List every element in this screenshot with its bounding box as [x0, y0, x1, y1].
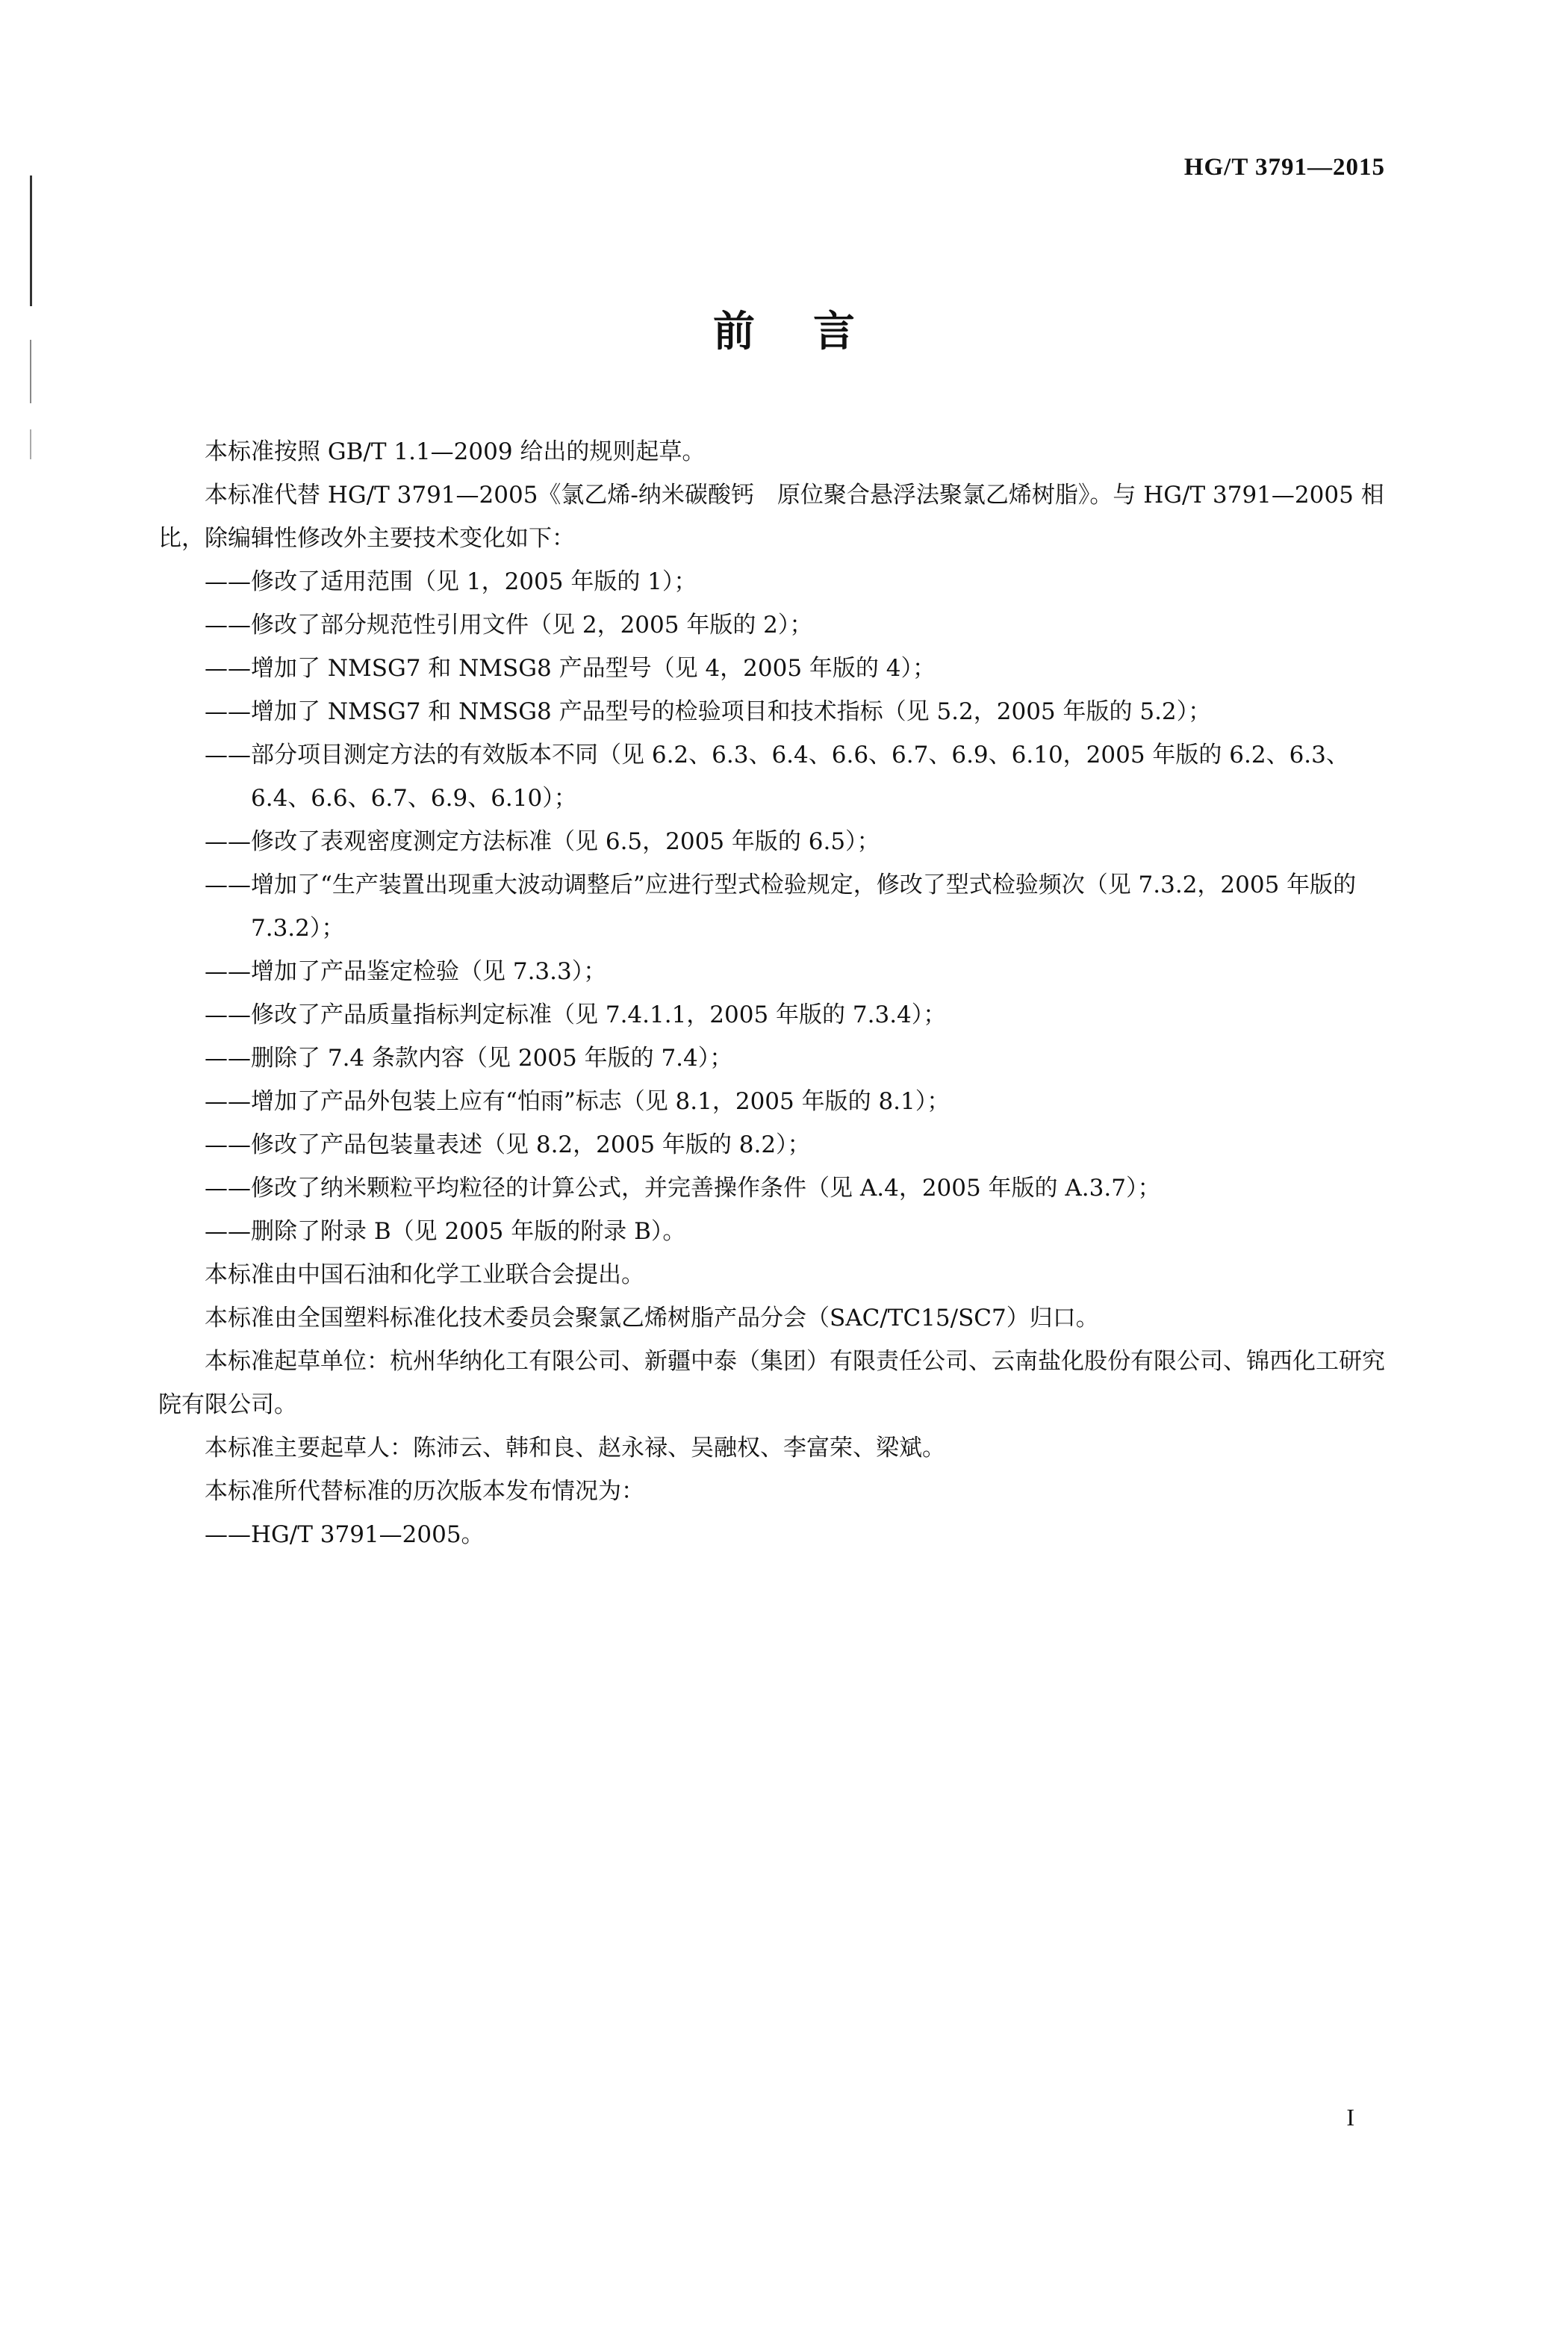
- standard-code: HG/T 3791—2015: [1183, 154, 1385, 181]
- paragraph-replacement: 本标准代替 HG/T 3791—2005《氯乙烯-纳米碳酸钙 原位聚合悬浮法聚氯乙烯树脂》。与 HG/T 3791—2005 相比，除编辑性修改外主要技术变化如下：: [158, 482, 1384, 552]
- change-item: ——修改了产品质量指标判定标准（见 7.4.1.1，2005 年版的 7.3.4）；: [205, 1001, 947, 1028]
- foreword-body: [158, 430, 1387, 1556]
- change-item: ——增加了 NMSG7 和 NMSG8 产品型号的检验项目和技术指标（见 5.2，2005 年版的 5.2）；: [205, 698, 1212, 725]
- change-item: ——修改了表观密度测定方法标准（见 6.5，2005 年版的 6.5）；: [205, 828, 880, 855]
- change-item: ——修改了纳米颗粒平均粒径的计算公式，并完善操作条件（见 A.4，2005 年版的 A.3.7）；: [205, 1175, 1161, 1202]
- history-item: ——HG/T 3791—2005。: [205, 1521, 485, 1548]
- change-item: ——修改了部分规范性引用文件（见 2，2005 年版的 2）；: [205, 612, 813, 639]
- change-item: ——增加了产品外包装上应有“怕雨”标志（见 8.1，2005 年版的 8.1）；: [205, 1088, 951, 1115]
- page-number: I: [1346, 2104, 1354, 2131]
- scan-edge-mark: [30, 429, 31, 459]
- paragraph-history-intro: 本标准所代替标准的历次版本发布情况为：: [205, 1478, 644, 1505]
- change-item: ——修改了产品包装量表述（见 8.2，2005 年版的 8.2）；: [205, 1131, 811, 1158]
- paragraph-drafting-rules: 本标准按照 GB/T 1.1—2009 给出的规则起草。: [205, 438, 706, 465]
- paragraph-drafting-units: 本标准起草单位：杭州华纳化工有限公司、新疆中泰（集团）有限责任公司、云南盐化股份有限公司、锦西化工研究院有限公司。: [158, 1348, 1385, 1418]
- paragraph-proposer: 本标准由中国石油和化学工业联合会提出。: [205, 1261, 644, 1288]
- paragraph-drafters: 本标准主要起草人：陈沛云、韩和良、赵永禄、吴融权、李富荣、梁斌。: [205, 1435, 945, 1461]
- change-item: ——增加了 NMSG7 和 NMSG8 产品型号（见 4，2005 年版的 4）；: [205, 655, 936, 682]
- change-item: ——删除了附录 B（见 2005 年版的附录 B）。: [205, 1218, 686, 1245]
- change-item: ——删除了 7.4 条款内容（见 2005 年版的 7.4）；: [205, 1045, 733, 1072]
- paragraph-committee: 本标准由全国塑料标准化技术委员会聚氯乙烯树脂产品分会（SAC/TC15/SC7）归口。: [205, 1305, 1099, 1332]
- change-item: ——增加了产品鉴定检验（见 7.3.3）；: [205, 958, 607, 985]
- scan-edge-mark: [30, 175, 32, 306]
- change-item: ——修改了适用范围（见 1，2005 年版的 1）；: [205, 568, 697, 595]
- change-item: ——部分项目测定方法的有效版本不同（见 6.2、6.3、6.4、6.6、6.7、6.9、6.10，2005 年版的 6.2、6.3、6.4、6.6、6.7、6.9、6.10）；: [205, 742, 1349, 812]
- page-title: 前言: [713, 308, 913, 356]
- change-item: ——增加了“生产装置出现重大波动调整后”应进行型式检验规定，修改了型式检验频次（见 7.3.2，2005 年版的 7.3.2）；: [205, 872, 1357, 942]
